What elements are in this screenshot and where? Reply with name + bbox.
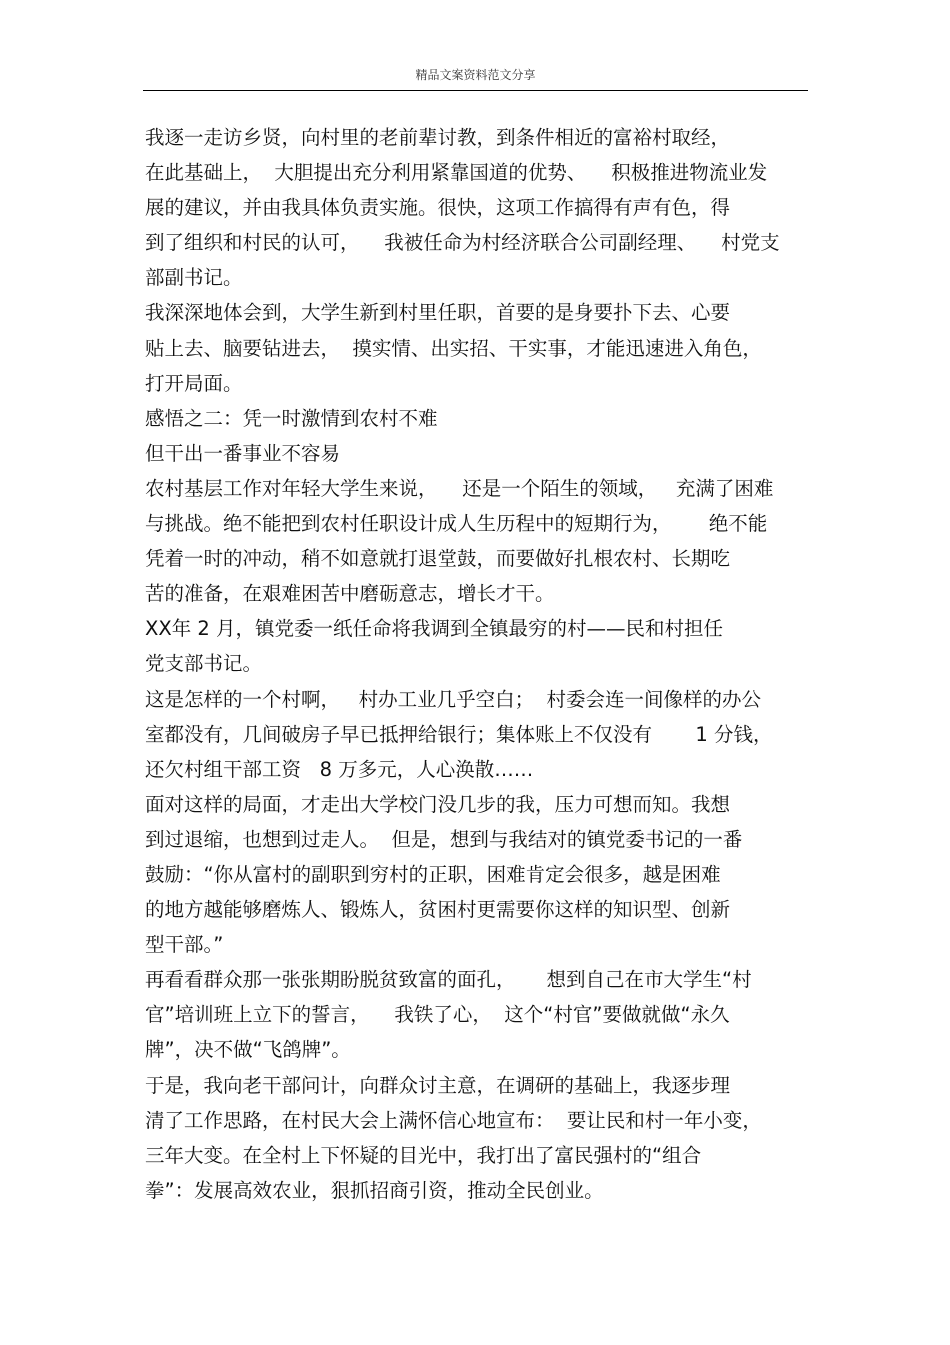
page-header: 精品文案资料范文分享 (415, 68, 536, 82)
text-line: 型干部。” (145, 933, 224, 957)
text-line: 与挑战。绝不能把到农村任职设计成人生历程中的短期行为， 绝不能 (145, 512, 768, 536)
text-line: 三年大变。在全村上下怀疑的目光中，我打出了富民强村的“组合 (145, 1143, 702, 1167)
text-line: 再看看群众那一张张期盼脱贫致富的面孔， 想到自己在市大学生“村 (145, 968, 752, 992)
document-body (145, 120, 810, 1208)
section-heading: 感悟之二：凭一时激情到农村不难 (145, 406, 438, 430)
text-line: 在此基础上， 大胆提出充分利用紧靠国道的优势、 积极推进物流业发 (145, 161, 768, 185)
text-line: 这是怎样的一个村啊， 村办工业几乎空白； 村委会连一间像样的办公 (145, 687, 761, 711)
text-line: 我逐一走访乡贤，向村里的老前辈讨教，到条件相近的富裕村取经， (145, 126, 731, 149)
text-line: 我深深地体会到，大学生新到村里任职，首要的是身要扑下去、心要 (145, 301, 731, 325)
text-line: 拳”：发展高效农业，狠抓招商引资，推动全民创业。 (145, 1178, 604, 1202)
text-line: 于是，我向老干部问计，向群众讨主意，在调研的基础上，我逐步理 (145, 1073, 731, 1097)
header-divider (143, 90, 808, 91)
section-heading: 但干出一番事业不容易 (145, 441, 341, 465)
text-line: 凭着一时的冲动，稍不如意就打退堂鼓，而要做好扎根农村、长期吃 (145, 547, 731, 571)
text-line: 苦的准备，在艰难困苦中磨砺意志，增长才干。 (145, 582, 555, 606)
text-line: 打开局面。 (145, 371, 243, 395)
text-line: 清了工作思路，在村民大会上满怀信心地宣布： 要让民和村一年小变， (145, 1108, 762, 1132)
text-line: 党支部书记。 (145, 652, 263, 676)
text-line: 室都没有，几间破房子早已抵押给银行；集体账上不仅没有 1 分钱， (145, 722, 773, 746)
text-line: 贴上去、脑要钻进去， 摸实情、出实招、干实事，才能迅速进入角色， (145, 336, 762, 360)
text-line: 展的建议，并由我具体负责实施。很快，这项工作搞得有声有色，得 (145, 196, 731, 220)
text-line: XX年 2 月，镇党委一纸任命将我调到全镇最穷的村——民和村担任 (145, 617, 724, 641)
text-line: 面对这样的局面，才走出大学校门没几步的我，压力可想而知。我想 (145, 792, 731, 816)
text-line: 农村基层工作对年轻大学生来说， 还是一个陌生的领域， 充满了困难 (145, 476, 774, 500)
text-line: 的地方越能够磨炼人、锻炼人，贫困村更需要你这样的知识型、创新 (145, 898, 731, 922)
text-line: 部副书记。 (145, 266, 243, 290)
text-line: 官”培训班上立下的誓言， 我铁了心， 这个“村官”要做就做“永久 (145, 1003, 730, 1027)
text-line: 还欠村组干部工资 8 万多元，人心涣散…… (145, 757, 534, 781)
text-line: 牌”，决不做“飞鸽牌”。 (145, 1038, 351, 1062)
text-line: 到了组织和村民的认可， 我被任命为村经济联合公司副经理、 村党支 (145, 231, 780, 255)
text-line: 到过退缩，也想到过走人。 但是，想到与我结对的镇党委书记的一番 (145, 827, 743, 851)
text-line: 鼓励：“你从富村的副职到穷村的正职，困难肯定会很多，越是困难 (145, 862, 721, 886)
